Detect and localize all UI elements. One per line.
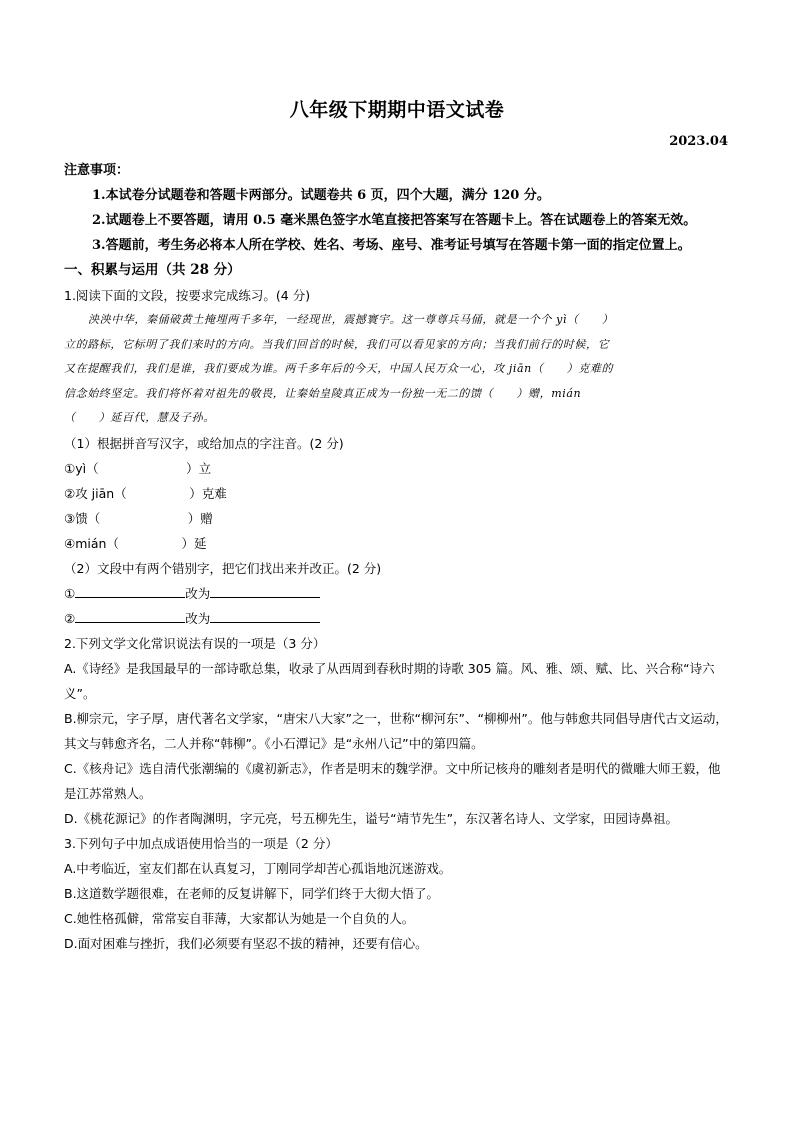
answer-blank[interactable] bbox=[210, 608, 320, 623]
subquestion-2: （2）文段中有两个错别字，把它们找出来并改正。(2 分) bbox=[64, 560, 382, 576]
reading-passage bbox=[64, 308, 730, 431]
notice-heading: 注意事项： bbox=[64, 163, 130, 178]
pinyin-item: ①yì（ ）立 bbox=[64, 460, 212, 476]
option-c: C.她性格孤僻，常常妄自菲薄，大家都认为她是一个自负的人。 bbox=[64, 910, 415, 926]
change-label: 改为 bbox=[185, 610, 211, 626]
passage-line: 信念始终坚定。我们将怀着对祖先的敬畏，让秦始皇陵真正成为一份独一无二的馈（ ）赠，mián bbox=[64, 386, 582, 400]
option-d: D.《桃花源记》的作者陶渊明，字元亮，号五柳先生，谥号“靖节先生”，东汉著名诗人、文学家，田园诗鼻祖。 bbox=[64, 810, 679, 826]
exam-body bbox=[64, 158, 730, 956]
correction-marker: ① bbox=[64, 585, 76, 601]
passage-line: 又在提醒我们，我们是谁，我们要成为谁。两千多年后的今天，中国人民万众一心，攻 jiān（ ）克难的 bbox=[64, 362, 614, 375]
question-1-stem: 1.阅读下面的文段，按要求完成练习。(4 分) bbox=[64, 288, 311, 303]
correction-marker: ② bbox=[64, 610, 76, 626]
exam-date: 2023.04 bbox=[669, 134, 728, 149]
passage-line: （ ）延百代，慧及子孙。 bbox=[64, 411, 215, 424]
subquestion-1: （1）根据拼音写汉字，或给加点的字注音。(2 分) bbox=[64, 435, 344, 451]
option-a: A.《诗经》是我国最早的一部诗歌总集，收录了从西周到春秋时期的诗歌 305 篇。风、雅、颂、赋、比、兴合称“诗六义”。 bbox=[64, 660, 715, 701]
page-title: 八年级下期期中语文试卷 bbox=[289, 99, 505, 121]
pinyin-item: ②攻 jiān（ ）克难 bbox=[64, 485, 227, 501]
question-2-stem: 2.下列文学文化常识说法有误的一项是（3 分） bbox=[64, 635, 326, 651]
change-label: 改为 bbox=[185, 585, 211, 601]
correction-row bbox=[64, 581, 730, 606]
notice-item: 3.答题前，考生务必将本人所在学校、姓名、考场、座号、准考证号填写在答题卡第一面的指定位置上。 bbox=[92, 238, 691, 253]
question-3-stem: 3.下列句子中加点成语使用恰当的一项是（2 分） bbox=[64, 835, 338, 851]
passage-line: 泱泱中华，秦俑破黄土掩埋两千多年，一经现世，震撼寰宇。这一尊尊兵马俑，就是一个个 yì（ ） bbox=[88, 313, 614, 326]
notice-item: 2.试题卷上不要答题，请用 0.5 毫米黑色签字水笔直接把答案写在答题卡上。答在试题卷上的答案无效。 bbox=[92, 213, 697, 228]
option-b: B.这道数学题很难，在老师的反复讲解下，同学们终于大彻大悟了。 bbox=[64, 885, 440, 901]
option-d: D.面对困难与挫折，我们必须要有坚忍不拔的精神，还要有信心。 bbox=[64, 935, 428, 951]
option-b: B.柳宗元，字子厚，唐代著名文学家，“唐宋八大家”之一，世称“柳河东”、“柳柳州”。他与韩愈共同倡导唐代古文运动，其文与韩愈齐名，二人并称“韩柳”。《小石潭记》是“永州八记”中的第四篇。 bbox=[64, 710, 728, 751]
answer-blank[interactable] bbox=[210, 583, 320, 598]
pinyin-item: ④mián（ ）延 bbox=[64, 535, 207, 551]
section-heading: 一、积累与运用（共 28 分） bbox=[64, 262, 241, 278]
notice-item: 1.本试卷分试题卷和答题卡两部分。试题卷共 6 页，四个大题，满分 120 分。 bbox=[92, 188, 550, 203]
option-a: A.中考临近，室友们都在认真复习，丁刚同学却苦心孤诣地沉迷游戏。 bbox=[64, 860, 452, 876]
passage-line: 立的路标，它标明了我们来时的方向。当我们回首的时候，我们可以看见家的方向；当我们前行的时候，它 bbox=[64, 337, 610, 351]
correction-row bbox=[64, 606, 730, 631]
pinyin-item: ③馈（ ）赠 bbox=[64, 510, 213, 526]
answer-blank[interactable] bbox=[75, 583, 185, 598]
answer-blank[interactable] bbox=[75, 608, 185, 623]
option-c: C.《核舟记》选自清代张潮编的《虞初新志》，作者是明末的魏学洢。文中所记核舟的雕刻者是明代的微雕大师王毅，他是江苏常熟人。 bbox=[64, 760, 721, 801]
